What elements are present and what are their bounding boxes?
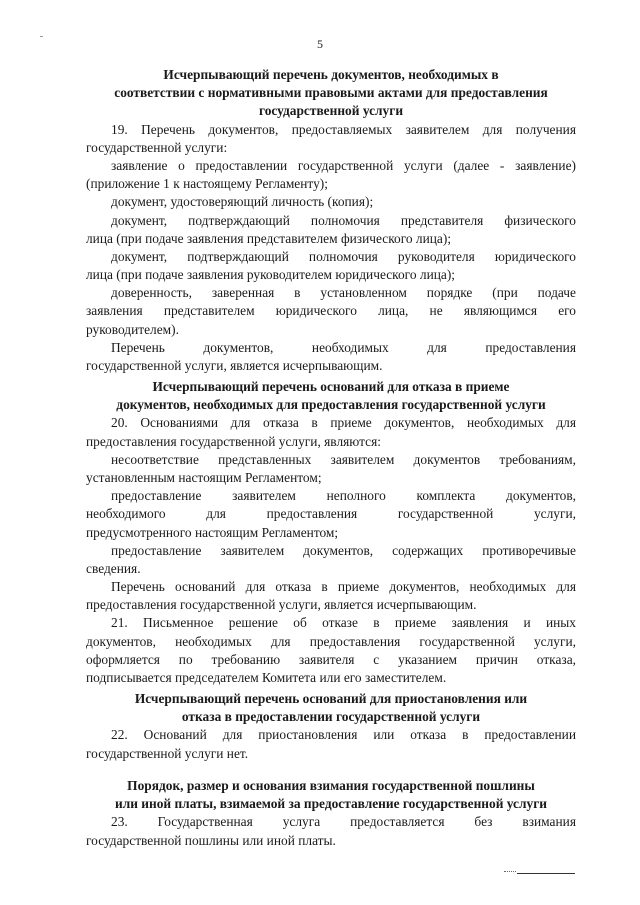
paragraph-line: 22. Оснований для приостановления или отказа в предоставлении: [111, 727, 576, 743]
paragraph-line: документ, удостоверяющий личность (копия);: [111, 194, 374, 210]
paragraph-line: предоставления государственной услуги, являются:: [86, 433, 381, 449]
paragraph-line: документ, подтверждающий полномочия руководителя юридического: [111, 248, 576, 264]
paragraph-line: заявления представителем юридического лица, не являющимся его: [86, 303, 576, 319]
paragraph-line: заявление о предоставлении государственной услуги (далее - заявление): [111, 157, 576, 173]
section-state-fee: [86, 777, 576, 850]
paragraph-line: государственной услуги, является исчерпывающим.: [86, 358, 383, 373]
paragraph-line: государственной пошлины или иной платы.: [86, 832, 336, 848]
paragraph-line: Перечень документов, необходимых для предоставления: [111, 339, 576, 355]
paragraph-line: несоответствие представленных заявителем документов требованиям,: [111, 451, 576, 467]
section-heading-line: Исчерпывающий перечень оснований для приостановления или: [134, 691, 528, 706]
paragraph-line: (приложение 1 к настоящему Регламенту);: [86, 176, 328, 192]
paragraph-line: предоставления государственной услуги, является исчерпывающим.: [86, 597, 477, 613]
paragraph-line: лица (при подаче заявления руководителем юридического лица);: [86, 267, 456, 283]
paragraph-line: установленным настоящим Регламентом;: [86, 469, 322, 485]
paragraph-line: оформляется по требованию заявителя с указанием причин отказа,: [86, 651, 576, 667]
footer-rule: [517, 873, 575, 874]
paragraph-line: документ, подтверждающий полномочия представителя физического: [111, 212, 576, 228]
paragraph-line: предусмотренного настоящим Регламентом;: [86, 524, 339, 540]
section-heading-line: или иной платы, взимаемой за предоставление государственной услуги: [114, 796, 547, 812]
paragraph-line: 21. Письменное решение об отказе в приеме заявления и иных: [111, 615, 576, 631]
section-heading-line: документов, необходимых для предоставления государственной услуги: [116, 397, 546, 413]
paragraph-line: руководителем).: [86, 321, 179, 337]
paragraph-line: 20. Основаниями для отказа в приеме документов, необходимых для: [111, 415, 576, 431]
section-heading-line: Исчерпывающий перечень оснований для отказа в приеме: [152, 379, 510, 394]
paragraph-line: 19. Перечень документов, предоставляемых заявителем для получения: [111, 121, 576, 137]
paragraph-line: предоставление заявителем неполного комплекта документов,: [111, 488, 576, 504]
paragraph-line: документов, необходимых для предоставления государственной услуги,: [86, 633, 576, 649]
paragraph-line: необходимого для предоставления государственной услуги,: [86, 506, 576, 522]
section-suspension-grounds: [86, 690, 576, 763]
section-heading-line: Порядок, размер и основания взимания государственной пошлины: [127, 778, 535, 793]
page-number: 5: [317, 37, 323, 51]
section-refusal-grounds: [86, 378, 576, 687]
section-required-documents: [86, 66, 576, 375]
paragraph-line: государственной услуги:: [86, 139, 228, 155]
paragraph-line: государственной услуги нет.: [86, 745, 249, 761]
section-heading-line: Исчерпывающий перечень документов, необходимых в: [163, 67, 499, 82]
section-heading-line: государственной услуги: [258, 103, 404, 119]
paragraph-line: доверенность, заверенная в установленном порядке (при подаче: [111, 285, 576, 301]
paragraph-line: предоставление заявителем документов, содержащих противоречивые: [111, 542, 576, 558]
paragraph-line: подписывается председателем Комитета или его заместителем.: [86, 670, 447, 685]
paragraph-line: лица (при подаче заявления представителем физического лица);: [86, 230, 452, 246]
paragraph-line: 23. Государственная услуга предоставляется без взимания: [111, 814, 576, 830]
footer-dotted-line: [504, 871, 516, 872]
section-heading-line: отказа в предоставлении государственной услуги: [181, 709, 481, 725]
section-heading-line: соответствии с нормативными правовыми актами для предоставления: [114, 85, 548, 101]
paragraph-line: сведения.: [86, 560, 141, 576]
paragraph-line: Перечень оснований для отказа в приеме документов, необходимых для: [111, 579, 576, 595]
